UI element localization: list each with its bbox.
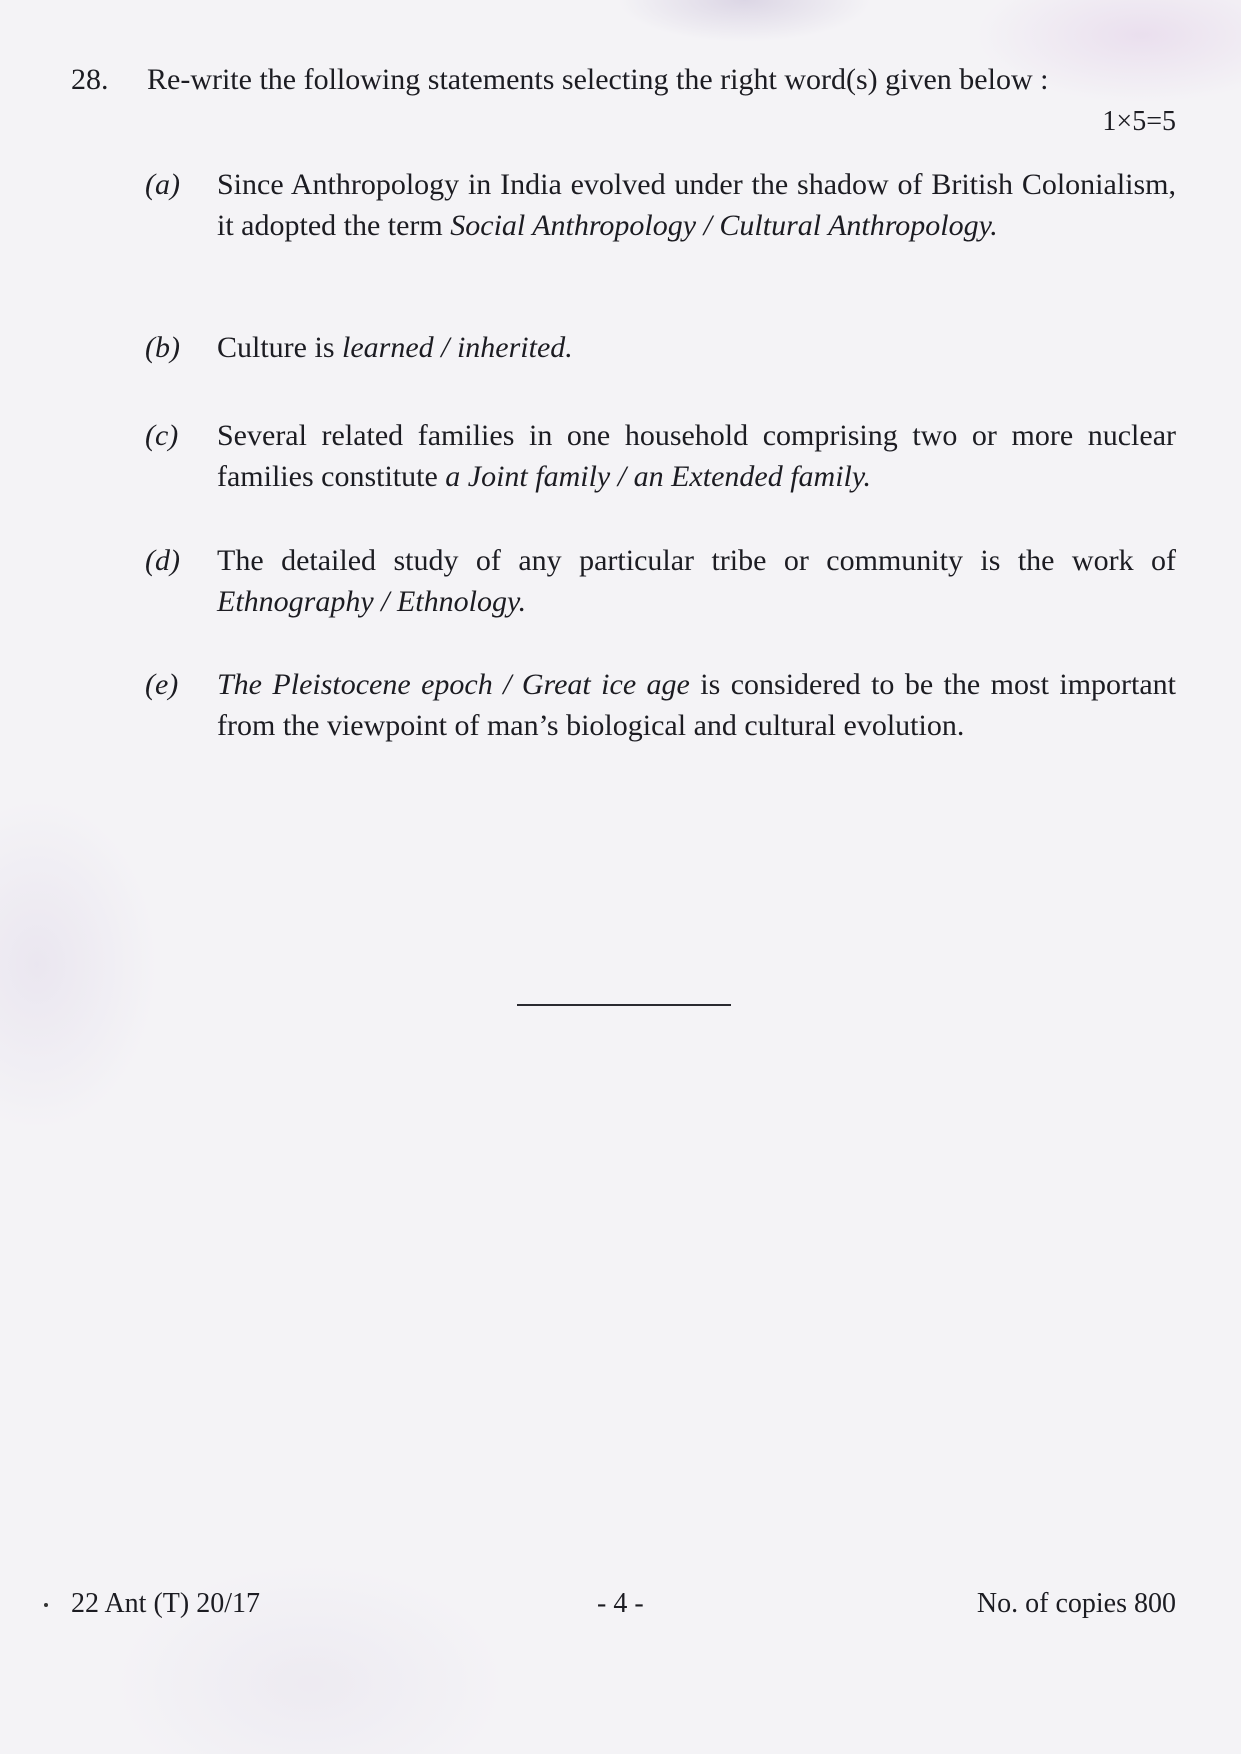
item-options: Social Anthropology / Cultural Anthropology. [450,209,998,242]
item-label: (b) [145,331,180,364]
item-text [217,664,1176,746]
item-label: (c) [145,419,179,452]
item-options: Ethnography / Ethnology. [217,585,527,618]
margin-dot [44,1603,48,1607]
copies-count: No. of copies 800 [976,1588,1176,1619]
item-text [217,540,1176,622]
paper-code: 22 Ant (T) 20/17 [71,1588,260,1619]
item-statement: is considered to be the most important from the viewpoint of man’s biological and cultural evolution. [217,668,1177,742]
item-statement: Since Anthropology in India evolved under the shadow of British Colonialism, it adopted the term [217,168,1176,242]
item-options: learned / inherited. [342,331,573,364]
item-text [217,327,1176,368]
end-divider [517,1004,731,1006]
item-statement: Several related families in one household comprising two or more nuclear families constitute [217,419,1176,493]
item-text [217,164,1176,246]
question-number: 28. [71,63,109,96]
page-number: - 4 - [597,1588,644,1619]
question-marks: 1×5=5 [1102,106,1176,137]
question-instruction: Re-write the following statements selecting the right word(s) given below : [147,63,1049,96]
item-statement: The detailed study of any particular tribe or community is the work of [217,544,1176,577]
item-label: (d) [145,544,180,577]
item-text [217,415,1176,497]
item-statement: Culture is [217,331,342,364]
item-label: (a) [145,168,180,201]
item-label: (e) [145,668,179,701]
item-options: a Joint family / an Extended family. [445,460,872,493]
item-options: The Pleistocene epoch / Great ice age [217,668,690,701]
